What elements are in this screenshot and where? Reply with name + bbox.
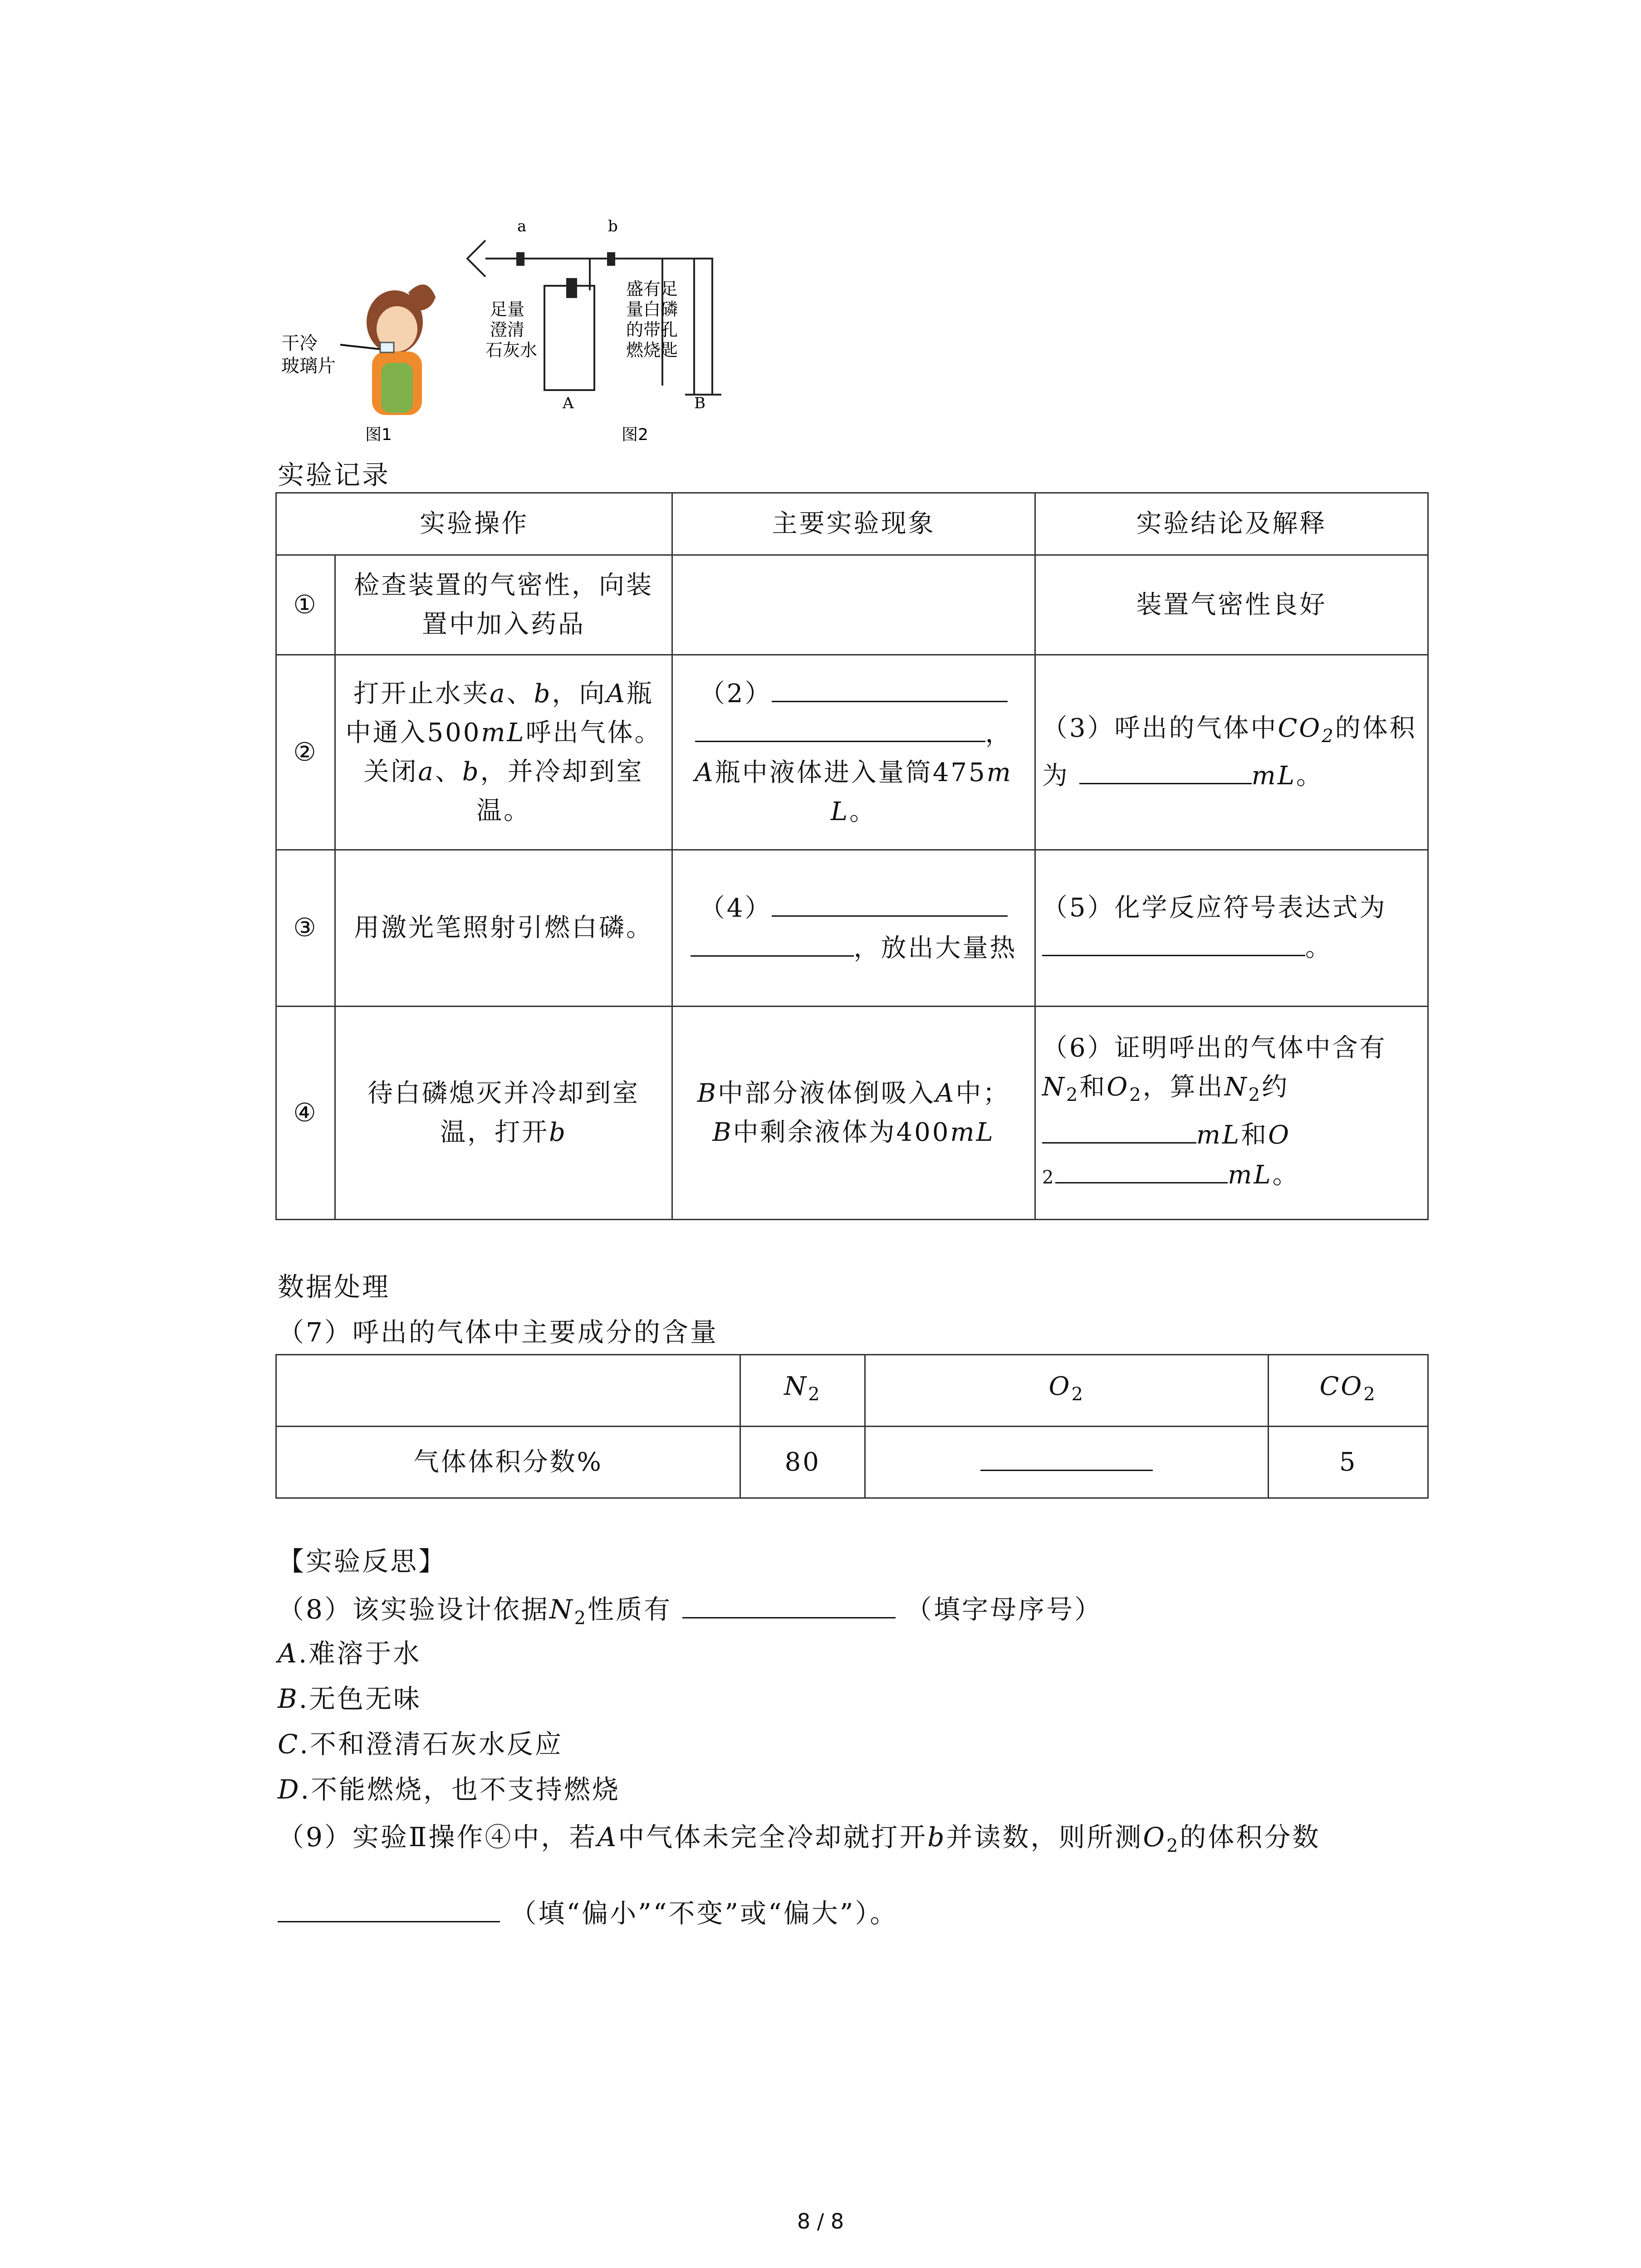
row1-operation: 检查装置的气密性，向装置中加入药品 xyxy=(335,555,672,655)
row2-phen-prefix: （2） xyxy=(699,679,772,709)
row2-concl-unit: mL xyxy=(1251,761,1296,791)
row4-phen-unit: mL xyxy=(950,1117,995,1147)
row2-concl-co: CO xyxy=(1278,713,1322,743)
row4-num: ④ xyxy=(276,1007,335,1220)
option-c-text: .不和澄清石灰水反应 xyxy=(299,1729,563,1760)
answer-blank-5[interactable] xyxy=(1042,928,1305,956)
row4-phen-B: B xyxy=(697,1078,718,1108)
row4-concl-text: （6）证明呼出的气体中含有 xyxy=(1042,1033,1387,1063)
answer-blank-6b[interactable] xyxy=(1055,1155,1228,1183)
row4-phen-B2: B xyxy=(712,1117,733,1147)
row2-op-sep: 、 xyxy=(506,679,534,709)
content-value-n2: 80 xyxy=(740,1427,865,1498)
row4-phen-text2: 中； xyxy=(955,1078,1010,1108)
record-header-row xyxy=(276,493,1428,555)
row4-concl-sub2: 2 xyxy=(1129,1085,1143,1106)
row2-operation xyxy=(335,655,672,850)
fig2-right-label-4: 燃烧匙 xyxy=(626,340,678,360)
row2-op-a2: a xyxy=(418,757,435,787)
question-8 xyxy=(278,1590,1102,1634)
answer-blank-2b[interactable] xyxy=(695,714,985,742)
row1-num: ① xyxy=(276,555,335,655)
q9-symbol: O xyxy=(1143,1822,1166,1853)
q8-prefix: （8）该实验设计依据 xyxy=(278,1594,549,1625)
row2-phen-A: A xyxy=(695,758,715,787)
q9-part3: 并读数，则所测 xyxy=(946,1822,1143,1853)
row4-concl-sub4: 2 xyxy=(1042,1167,1056,1188)
row3-num: ③ xyxy=(276,850,335,1007)
fig2-left-label-2: 澄清 xyxy=(490,320,525,340)
fig2-right-label-3: 的带孔 xyxy=(626,320,678,340)
row3-conclusion xyxy=(1035,850,1428,1007)
q9-part1: （9）实验Ⅱ操作④中，若 xyxy=(278,1822,598,1853)
header-conclusion: 实验结论及解释 xyxy=(1035,493,1428,555)
row2-op-text4: 呼出气体。关闭 xyxy=(363,718,662,787)
o2-sub: 2 xyxy=(1071,1384,1085,1405)
option-a-letter: A xyxy=(278,1638,299,1669)
row3-operation: 用激光笔照射引燃白磷。 xyxy=(335,850,672,1007)
q9-b: b xyxy=(927,1822,946,1853)
answer-blank-3[interactable] xyxy=(1079,756,1252,784)
row4-concl-unit2: mL xyxy=(1228,1160,1273,1190)
record-table xyxy=(275,492,1429,1220)
option-d-text: .不能燃烧，也不支持燃烧 xyxy=(300,1774,620,1805)
row4-concl-sub1: 2 xyxy=(1066,1085,1080,1106)
option-a-text: .难溶于水 xyxy=(298,1638,421,1669)
q9-part4: 的体积分数 xyxy=(1180,1822,1321,1853)
q9-sub: 2 xyxy=(1166,1835,1180,1857)
option-b-text: .无色无味 xyxy=(299,1683,422,1714)
n2-symbol: N xyxy=(784,1371,808,1401)
row4-phen-A: A xyxy=(935,1078,956,1108)
n2-sub: 2 xyxy=(808,1384,822,1405)
fig2-left-label-1: 足量 xyxy=(490,299,525,319)
fig2-caption: 图2 xyxy=(622,425,648,444)
option-c-letter: C xyxy=(278,1729,300,1760)
row4-concl-sub3: 2 xyxy=(1248,1085,1262,1106)
fig1-label-line2: 玻璃片 xyxy=(281,356,336,376)
content-header-row xyxy=(276,1355,1428,1427)
record-row-3 xyxy=(276,850,1428,1007)
q8-symbol: N xyxy=(549,1594,574,1625)
apparatus-diagram xyxy=(272,213,753,458)
row2-op-sep2: 、 xyxy=(435,757,462,787)
page-number: 8 / 8 xyxy=(797,2209,844,2234)
row4-concl-o: O xyxy=(1107,1072,1130,1102)
answer-blank-2[interactable] xyxy=(772,674,1008,702)
answer-blank-7[interactable] xyxy=(980,1442,1153,1471)
answer-blank-4b[interactable] xyxy=(691,928,854,957)
experiment-figure xyxy=(272,213,753,458)
option-c xyxy=(278,1728,563,1760)
record-row-1 xyxy=(276,555,1428,655)
q9-A: A xyxy=(597,1822,618,1853)
row3-concl-text: （5）化学反应符号表达式为 xyxy=(1042,893,1387,923)
row4-operation xyxy=(335,1007,672,1220)
row2-op-a: a xyxy=(490,679,507,709)
row4-concl-end: 。 xyxy=(1272,1160,1300,1190)
content-table xyxy=(275,1354,1429,1499)
row2-op-text5: ，并冷却到室温。 xyxy=(476,757,644,826)
q9-suffix: （填“偏小”“不变”或“偏大”）。 xyxy=(510,1898,898,1929)
fig2-right-label-2: 量白磷 xyxy=(626,299,678,319)
option-b xyxy=(278,1683,421,1715)
o2-symbol: O xyxy=(1048,1371,1072,1401)
fig2-left-label-3: 石灰水 xyxy=(485,340,538,360)
content-value-row xyxy=(276,1427,1428,1498)
row3-phen-prefix: （4） xyxy=(699,894,772,923)
row4-op-b: b xyxy=(549,1117,567,1147)
record-heading: 实验记录 xyxy=(278,459,391,490)
row4-phen-text3: 中剩余液体为400 xyxy=(733,1117,950,1147)
question-9-answer-line xyxy=(278,1894,898,1929)
row4-concl-approx: 约 xyxy=(1262,1072,1289,1102)
content-header-n2 xyxy=(740,1355,865,1427)
content-header-o2 xyxy=(865,1355,1269,1427)
row2-op-b2: b xyxy=(462,757,480,787)
data-heading: 数据处理 xyxy=(278,1271,391,1302)
q8-mid: 性质有 xyxy=(588,1594,672,1625)
answer-blank-6a[interactable] xyxy=(1042,1115,1196,1144)
row2-phen-suffix: ， xyxy=(985,719,1013,748)
row2-phen-end: 。 xyxy=(849,797,877,826)
row4-concl-unit1: mL xyxy=(1196,1120,1241,1150)
row2-op-text: 打开止水夹 xyxy=(353,679,490,709)
fig1-caption: 图1 xyxy=(365,425,392,444)
row4-phen-text: 中部分液体倒吸入 xyxy=(717,1078,936,1108)
row2-concl-end: 。 xyxy=(1296,761,1323,791)
row2-conclusion xyxy=(1035,655,1428,850)
row3-phenomenon xyxy=(672,850,1035,1007)
row2-concl-sub: 2 xyxy=(1322,726,1335,747)
option-d xyxy=(278,1774,620,1805)
record-row-4 xyxy=(276,1007,1428,1220)
row2-phen-text: 瓶中液体进入量筒475 xyxy=(715,758,987,787)
answer-blank-4[interactable] xyxy=(772,888,1008,917)
row4-concl-o2: O xyxy=(1268,1120,1291,1150)
option-a xyxy=(278,1637,421,1669)
row2-op-b: b xyxy=(534,679,552,709)
row2-phen-L: L xyxy=(830,797,850,826)
row2-op-unit: mL xyxy=(481,718,526,748)
row2-concl-text2: 的体积为 xyxy=(1042,713,1417,791)
header-phenomenon: 主要实验现象 xyxy=(672,493,1035,555)
fig2-right-label-1: 盛有足 xyxy=(626,279,678,299)
row4-concl-text2: ，算出 xyxy=(1142,1072,1225,1102)
q9-part2: 中气体未完全冷却就打开 xyxy=(618,1822,928,1853)
answer-blank-9[interactable] xyxy=(278,1894,500,1922)
fig1-label-line1: 干冷 xyxy=(281,333,318,354)
row2-concl-text: （3）呼出的气体中 xyxy=(1042,713,1278,743)
fig2-valve-b: b xyxy=(608,217,618,235)
row2-phenomenon xyxy=(672,655,1035,850)
option-b-letter: B xyxy=(278,1683,299,1714)
fig1-girl-illustration xyxy=(340,284,436,415)
fig2-valve-a: a xyxy=(517,217,527,235)
question-7-label: （7）呼出的气体中主要成分的含量 xyxy=(278,1317,718,1348)
row1-conclusion: 装置气密性良好 xyxy=(1035,555,1428,655)
fig2-label-B: B xyxy=(694,394,705,412)
row1-phenomenon xyxy=(672,555,1035,655)
row4-concl-and: 和 xyxy=(1079,1072,1107,1102)
row2-op-text2: ，向 xyxy=(552,679,607,709)
row4-concl-n2: N xyxy=(1224,1072,1249,1102)
row2-num: ② xyxy=(276,655,335,850)
row2-op-text3: 瓶中通入500 xyxy=(345,679,654,748)
reflection-heading: 【实验反思】 xyxy=(278,1546,447,1577)
row3-phen-suffix: ，放出大量热 xyxy=(853,934,1017,963)
option-d-letter: D xyxy=(278,1774,301,1805)
row2-phen-m: m xyxy=(986,758,1013,787)
record-row-2 xyxy=(276,655,1428,850)
content-value-co2: 5 xyxy=(1269,1427,1428,1498)
answer-blank-8[interactable] xyxy=(682,1590,896,1618)
header-operation: 实验操作 xyxy=(276,493,672,555)
question-9 xyxy=(278,1821,1320,1862)
fig2-label-A: A xyxy=(563,394,574,412)
content-header-co2 xyxy=(1269,1355,1428,1427)
row2-op-A: A xyxy=(606,679,627,709)
content-row-label: 气体体积分数% xyxy=(276,1427,740,1498)
row4-phenomenon xyxy=(672,1007,1035,1220)
row4-conclusion xyxy=(1035,1007,1428,1220)
row4-op-text: 待白磷熄灭并冷却到室温，打开 xyxy=(367,1078,640,1147)
row4-concl-and2: 和 xyxy=(1241,1120,1269,1150)
co2-symbol: CO xyxy=(1319,1371,1364,1401)
content-value-o2 xyxy=(865,1427,1269,1498)
row4-concl-n: N xyxy=(1042,1072,1066,1102)
content-header-empty xyxy=(276,1355,740,1427)
q8-sub: 2 xyxy=(574,1608,588,1629)
q8-suffix: （填字母序号） xyxy=(906,1594,1103,1625)
row3-concl-end: 。 xyxy=(1305,933,1332,963)
co2-sub: 2 xyxy=(1363,1384,1377,1405)
